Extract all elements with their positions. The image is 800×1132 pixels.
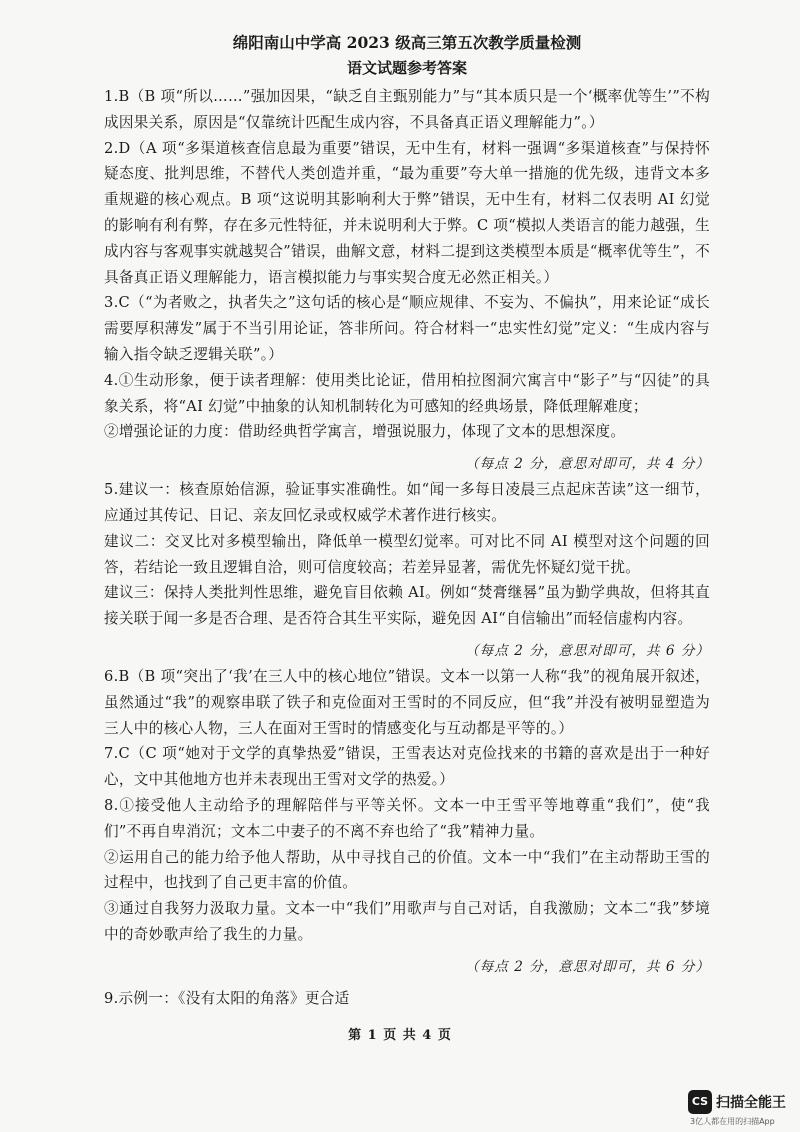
answer-q4-score: （每点 2 分，意思对即可，共 4 分） bbox=[465, 456, 710, 473]
exam-subtitle: 语文试题参考答案 bbox=[346, 59, 467, 77]
answer-q9: 9.示例一：《没有太阳的角落》更合适 bbox=[104, 989, 350, 1007]
watermark-app-name: 扫描全能王 bbox=[716, 1095, 786, 1111]
answer-q5-suggestion2: 建议二：交叉比对多模型输出，降低单一模型幻觉率。可对比不同 AI 模型对这个问题的回答，若结论一致且逻辑自洽，则可信度较高；若差异显著，需优先怀疑幻觉干扰。 bbox=[104, 532, 710, 576]
answer-q8-point3: ③通过自我努力汲取力量。文本一中“我们”用歌声与自己对话，自我激励；文本二“我”梦境中的奇妙歌声给了我生的力量。 bbox=[104, 900, 710, 943]
answer-q6: 6.B（B 项“突出了‘我’在三人中的核心地位”错误。文本一以第一人称“我”的视角展开叙述，虽然通过“我”的观察串联了铁子和克俭面对王雪时的不同反应，但“我”并没有被明显塑造为三人中的核心人物，三人在面对王雪时的情感变化与互动都是平等的。） bbox=[104, 667, 710, 737]
answer-q5-suggestion1: 5.建议一：核查原始信源，验证事实准确性。如“闻一多每日凌晨三点起床苦读”这一细节，应通过其传记、日记、亲友回忆录或权威学术著作进行核实。 bbox=[104, 481, 710, 524]
answer-q3: 3.C（“为者败之，执者失之”这句话的核心是“顺应规律、不妄为、不偏执”，用来论证“成长需要厚积薄发”属于不当引用论证，答非所问。符合材料一“忠实性幻觉”定义：“生成内容与输入指令缺乏逻辑关联”。） bbox=[104, 294, 710, 363]
answer-q7: 7.C（C 项“她对于文学的真挚热爱”错误，王雪表达对克俭找来的书籍的喜欢是出于一种好心，文中其他地方也并未表现出王雪对文学的热爱。） bbox=[104, 745, 710, 789]
exam-title: 绵阳南山中学高 2023 级高三第五次教学质量检测 bbox=[232, 33, 582, 52]
answer-q4-point1: 4.①生动形象，便于读者理解：使用类比论证，借用柏拉图洞穴寓言中“影子”与“囚徒”的具象关系，将“AI 幻觉”中抽象的认知机制转化为可感知的经典场景，降低理解难度； bbox=[104, 371, 710, 415]
answer-q8-point1: 8.①接受他人主动给予的理解陪伴与平等关怀。文本一中王雪平等地尊重“我们”，使“我们”不再自卑消沉；文本二中妻子的不离不弃也给了“我”精神力量。 bbox=[104, 796, 710, 840]
answer-q8-point2: ②运用自己的能力给予他人帮助，从中寻找自己的价值。文本一中“我们”在主动帮助王雪的过程中，也找到了自己更丰富的价值。 bbox=[104, 848, 710, 892]
camscanner-logo-icon: CS bbox=[688, 1090, 712, 1114]
answer-q8-score: （每点 2 分，意思对即可，共 6 分） bbox=[465, 958, 710, 975]
page-number: 第 1 页 共 4 页 bbox=[348, 1028, 452, 1043]
answer-q2: 2.D（A 项“多渠道核查信息最为重要”错误，无中生有，材料一强调“多渠道核查”与保持怀疑态度、批判思维，不替代人类创造并重，“最为重要”夸大单一措施的优先级，违背文本多重规避的核心观点。B 项“这说明其影响利大于弊”错误，无中生有，材料二仅表明 AI 幻觉的影响有利有弊，存在多元性特征，并未说明利大于弊。C 项“模拟人类语言的能力越强，生成内容与客观事实就越契合”错误，曲解文意，材料二提到这类模型本质是“概率优等生”，不具备真正语义理解能力，语言模拟能力与事实契合度无必然正相关。） bbox=[104, 139, 710, 286]
answer-q1: 1.B（B 项“所以……”强加因果，“缺乏自主甄别能力”与“其本质只是一个‘概率优等生’”不构成因果关系，原因是“仅靠统计匹配生成内容，不具备真正语义理解能力”。） bbox=[104, 88, 710, 131]
answer-q5-suggestion3: 建议三：保持人类批判性思维，避免盲目依赖 AI。例如“焚膏继晷”虽为勤学典故，但将其直接关联于闻一多是否合理、是否符合其生平实际，避免因 AI“自信输出”而轻信虚构内容。 bbox=[104, 584, 710, 628]
answer-q4-point2: ②增强论证的力度：借助经典哲学寓言，增强说服力，体现了文本的思想深度。 bbox=[104, 423, 626, 441]
answer-q5-score: （每点 2 分，意思对即可，共 6 分） bbox=[465, 642, 710, 659]
watermark-tagline: 3亿人都在用的扫描App bbox=[690, 1117, 775, 1126]
scanner-watermark bbox=[676, 1088, 800, 1132]
